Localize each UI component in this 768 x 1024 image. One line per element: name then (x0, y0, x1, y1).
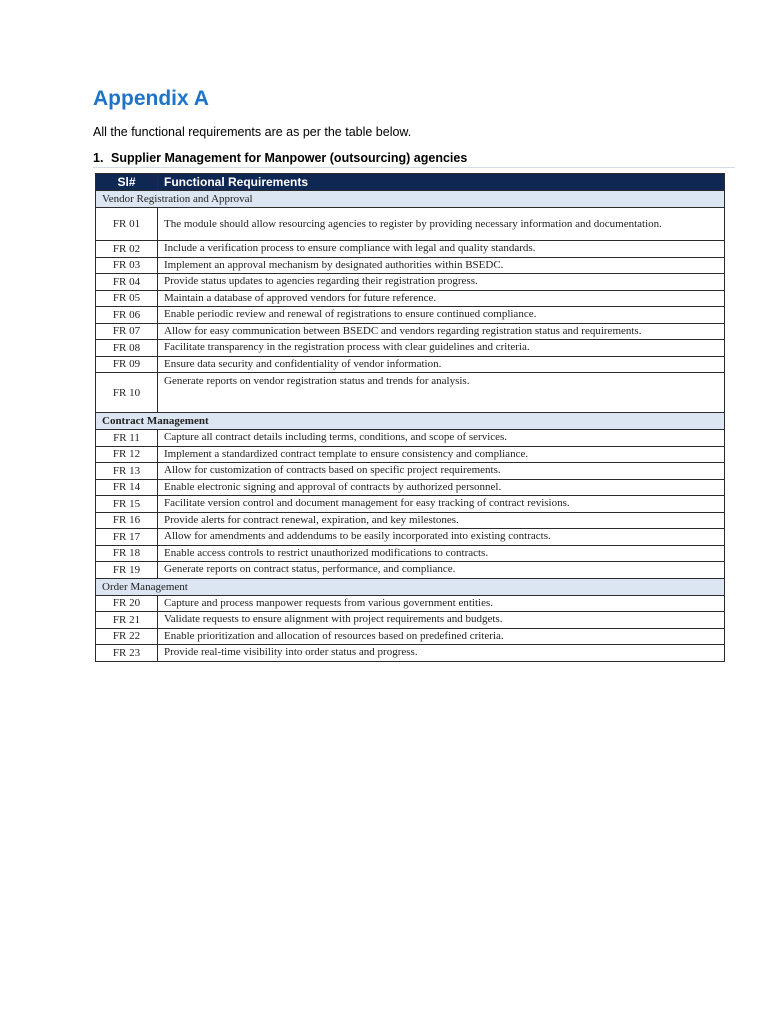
section-divider (93, 167, 735, 168)
requirement-text: Allow for amendments and addendums to be easily incorporated into existing contracts. (158, 529, 725, 546)
table-row (96, 430, 725, 447)
table-row (96, 645, 725, 662)
table-row (96, 274, 725, 291)
requirement-id: FR 08 (96, 340, 158, 357)
requirement-id: FR 05 (96, 290, 158, 307)
group-row-order-management (96, 578, 725, 595)
table-row (96, 241, 725, 258)
requirement-id: FR 10 (96, 373, 158, 413)
requirement-text: Provide status updates to agencies regarding their registration progress. (158, 274, 725, 291)
table-row (96, 257, 725, 274)
requirement-id: FR 07 (96, 323, 158, 340)
requirement-id: FR 06 (96, 307, 158, 324)
table-row (96, 463, 725, 480)
table-header-row (96, 174, 725, 191)
requirement-id: FR 14 (96, 479, 158, 496)
table-row (96, 612, 725, 629)
requirement-text: Facilitate version control and document management for easy tracking of contract revisions. (158, 496, 725, 513)
requirement-text: Provide real-time visibility into order status and progress. (158, 645, 725, 662)
requirement-id: FR 22 (96, 628, 158, 645)
requirement-text: Generate reports on contract status, performance, and compliance. (158, 562, 725, 579)
table-row (96, 512, 725, 529)
requirement-text: Facilitate transparency in the registration process with clear guidelines and criteria. (158, 340, 725, 357)
group-row-contract-management (96, 413, 725, 430)
requirement-text: Allow for customization of contracts based on specific project requirements. (158, 463, 725, 480)
group-title: Order Management (96, 578, 725, 595)
requirement-text: Ensure data security and confidentiality of vendor information. (158, 356, 725, 373)
requirement-text: Validate requests to ensure alignment with project requirements and budgets. (158, 612, 725, 629)
table-row (96, 446, 725, 463)
requirement-id: FR 12 (96, 446, 158, 463)
requirement-text: Enable electronic signing and approval of contracts by authorized personnel. (158, 479, 725, 496)
requirement-id: FR 13 (96, 463, 158, 480)
requirement-id: FR 18 (96, 545, 158, 562)
requirement-id: FR 17 (96, 529, 158, 546)
table-row (96, 595, 725, 612)
requirement-id: FR 01 (96, 208, 158, 241)
requirement-text: Implement a standardized contract template to ensure consistency and compliance. (158, 446, 725, 463)
table-row (96, 290, 725, 307)
appendix-title: Appendix A (93, 87, 209, 110)
table-row (96, 323, 725, 340)
requirement-id: FR 09 (96, 356, 158, 373)
requirement-text: Allow for easy communication between BSEDC and vendors regarding registration status and requirements. (158, 323, 725, 340)
requirement-text: Enable periodic review and renewal of registrations to ensure continued compliance. (158, 307, 725, 324)
header-requirements: Functional Requirements (158, 174, 725, 191)
section-number: 1. (93, 151, 104, 165)
requirement-id: FR 16 (96, 512, 158, 529)
header-sl: Sl# (96, 174, 158, 191)
table-row (96, 562, 725, 579)
table-row (96, 628, 725, 645)
table-row (96, 208, 725, 241)
requirement-text: Enable access controls to restrict unauthorized modifications to contracts. (158, 545, 725, 562)
requirement-id: FR 02 (96, 241, 158, 258)
section-heading (93, 150, 467, 166)
requirement-id: FR 15 (96, 496, 158, 513)
table-row (96, 373, 725, 413)
requirement-id: FR 21 (96, 612, 158, 629)
section-title: Supplier Management for Manpower (outsourcing) agencies (111, 151, 468, 165)
requirement-text: Implement an approval mechanism by designated authorities within BSEDC. (158, 257, 725, 274)
requirement-text: Provide alerts for contract renewal, expiration, and key milestones. (158, 512, 725, 529)
table-row (96, 529, 725, 546)
requirement-text: Include a verification process to ensure compliance with legal and quality standards. (158, 241, 725, 258)
requirement-id: FR 20 (96, 595, 158, 612)
requirement-id: FR 04 (96, 274, 158, 291)
group-title: Contract Management (96, 413, 725, 430)
intro-text: All the functional requirements are as per the table below. (93, 125, 412, 139)
requirement-text: The module should allow resourcing agencies to register by providing necessary information and documentation. (158, 208, 725, 241)
requirement-id: FR 19 (96, 562, 158, 579)
table-row (96, 356, 725, 373)
group-row-vendor-registration (96, 191, 725, 208)
table-row (96, 307, 725, 324)
table-row (96, 340, 725, 357)
requirement-text: Capture all contract details including terms, conditions, and scope of services. (158, 430, 725, 447)
group-title: Vendor Registration and Approval (96, 191, 725, 208)
requirement-id: FR 11 (96, 430, 158, 447)
table-row (96, 545, 725, 562)
requirement-id: FR 03 (96, 257, 158, 274)
requirement-text: Generate reports on vendor registration status and trends for analysis. (158, 373, 725, 413)
requirement-text: Maintain a database of approved vendors for future reference. (158, 290, 725, 307)
requirements-table (95, 173, 725, 662)
table-row (96, 496, 725, 513)
requirement-id: FR 23 (96, 645, 158, 662)
table-row (96, 479, 725, 496)
requirement-text: Capture and process manpower requests from various government entities. (158, 595, 725, 612)
requirement-text: Enable prioritization and allocation of resources based on predefined criteria. (158, 628, 725, 645)
